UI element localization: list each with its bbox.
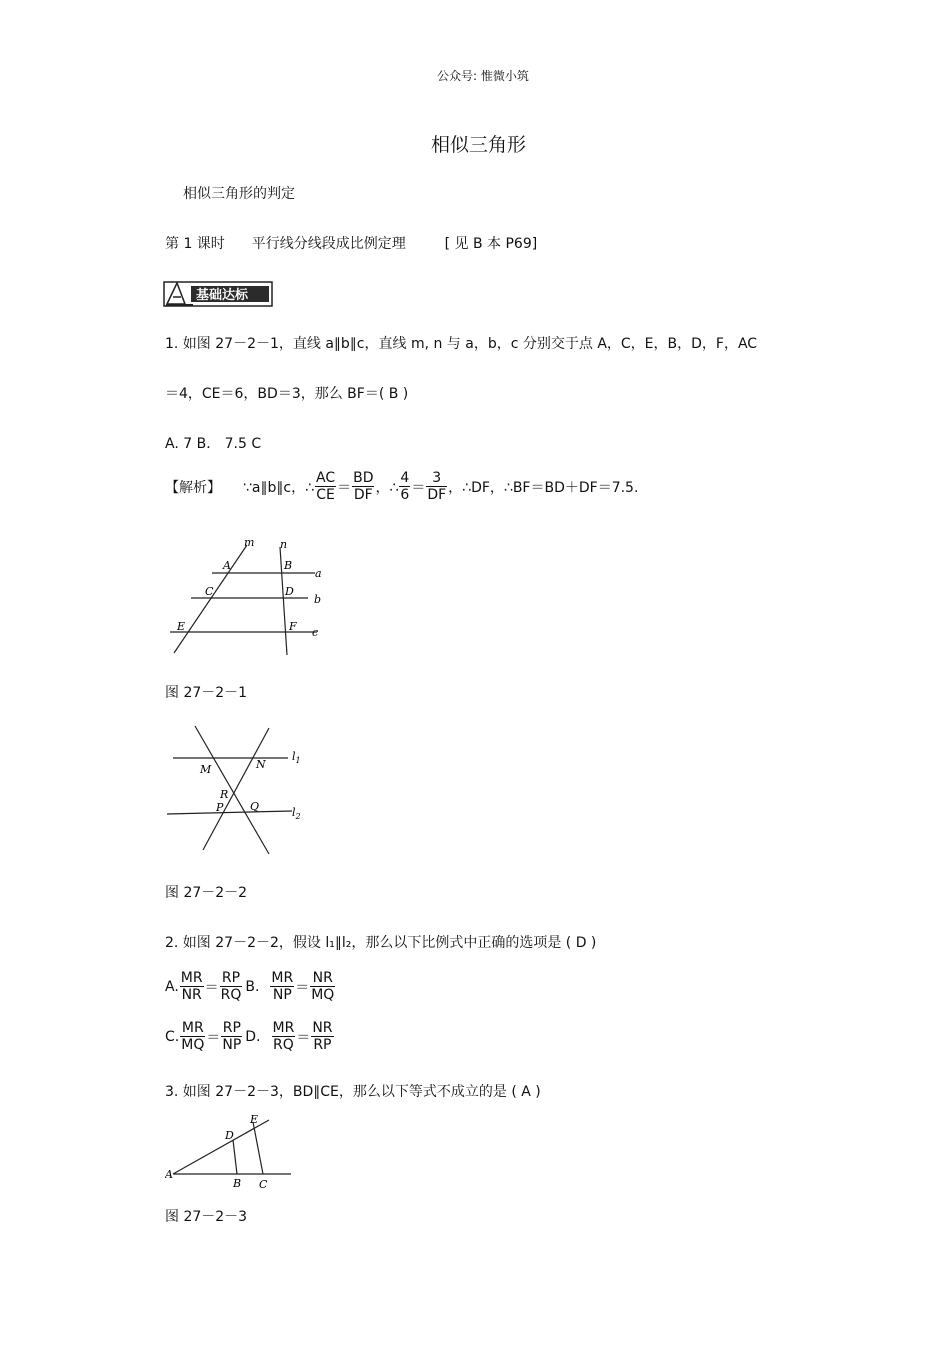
figure-27-2-3 [165, 1110, 295, 1190]
figure-caption-3: 图 27－2－3 [165, 1209, 248, 1225]
fraction-numerator: MR [181, 1020, 204, 1036]
fraction-numerator: BD [353, 470, 374, 486]
fraction-numerator: MR [271, 970, 294, 986]
label-R: R [220, 788, 229, 801]
equals-sign: ＝ [296, 1029, 311, 1046]
page-title: 相似三角形 [431, 134, 527, 156]
explain-label: 【解析】 [165, 479, 221, 496]
label-M: M [200, 763, 212, 776]
figure-caption-1: 图 27－2－1 [165, 685, 248, 701]
fraction-denominator: RQ [273, 1037, 294, 1053]
fraction-numerator: 4 [400, 470, 410, 486]
fraction-ac-ce [315, 470, 336, 503]
explain-text-b: ，∴ [375, 479, 399, 496]
fraction-3-df [426, 470, 447, 503]
figure-27-2-2 [165, 722, 310, 857]
option-c-label: C. [165, 1028, 180, 1045]
transversal-mq [195, 726, 269, 854]
q1-line2: ＝4，CE＝6，BD＝3，那么 BF＝( B ) [165, 386, 409, 402]
fraction-numerator: MR [180, 970, 203, 986]
q1-explanation [165, 470, 638, 503]
option-b-right-fraction [310, 970, 335, 1003]
segment-ce [253, 1122, 263, 1174]
q1-options: A. 7 B． 7.5 C [165, 436, 262, 452]
fraction-denominator: RQ [220, 987, 242, 1003]
fraction-denominator: DF [353, 487, 373, 503]
label-l2 [292, 806, 301, 821]
badge-text: 基础达标 [196, 288, 249, 303]
lesson-topic: 平行线分线段成比例定理 [251, 236, 406, 252]
option-b-label: B. [245, 978, 260, 995]
fraction-denominator: RP [313, 1037, 332, 1053]
segment-bd [233, 1140, 237, 1174]
label-a: a [315, 567, 322, 580]
q2-options-cd [165, 1020, 335, 1053]
line-m [174, 545, 247, 653]
label-l1-base: l [292, 750, 296, 763]
option-a-left-fraction [180, 970, 204, 1003]
equals-sign: ＝ [337, 479, 352, 496]
label-l1-sub: 1 [295, 756, 301, 765]
label-A: A [223, 559, 231, 572]
option-a-right-fraction [220, 970, 243, 1003]
option-a-label: A. [165, 978, 179, 995]
fraction-4-6 [399, 470, 410, 503]
label-C: C [259, 1178, 268, 1190]
fraction-denominator: CE [316, 487, 335, 503]
label-C: C [205, 585, 214, 598]
explain-text-a: ∵a∥b∥c，∴ [243, 479, 314, 496]
q2-stem: 2. 如图 27－2－2，假设 l₁∥l₂，那么以下比例式中正确的选项是 ( D ) [165, 935, 597, 951]
equals-sign: ＝ [295, 979, 310, 996]
equals-sign: ＝ [411, 479, 426, 496]
q3-stem: 3. 如图 27－2－3，BD∥CE，那么以下等式不成立的是 ( A ) [165, 1084, 541, 1100]
fraction-numerator: NR [310, 970, 335, 987]
fraction-denominator: MQ [311, 987, 335, 1003]
fraction-bd-df [352, 470, 374, 503]
label-E: E [177, 620, 186, 633]
option-d-left-fraction [272, 1020, 296, 1053]
figure-caption-2: 图 27－2－2 [165, 885, 248, 901]
option-c-left-fraction [180, 1020, 205, 1053]
explain-text-c: ，∴DF，∴BF＝BD＋DF＝7.5. [448, 479, 639, 496]
fraction-numerator: RP [220, 970, 243, 987]
label-n: n [280, 538, 288, 551]
lesson-line [165, 233, 537, 253]
transversal-np [203, 728, 269, 850]
label-c: c [312, 626, 319, 639]
label-B: B [284, 559, 293, 572]
figure-27-2-1 [165, 535, 335, 660]
label-E: E [250, 1113, 259, 1126]
fraction-numerator: MR [272, 1020, 295, 1036]
lesson-number: 第 1 课时 [165, 236, 225, 252]
fraction-denominator: 6 [400, 487, 410, 503]
q1-line1: 1. 如图 27－2－1，直线 a∥b∥c，直线 m, n 与 a，b，c 分别交于点 A，C，E，B，D，F，AC [165, 336, 758, 352]
fraction-numerator: AC [315, 470, 336, 486]
label-Q: Q [250, 800, 260, 813]
label-P: P [216, 801, 224, 814]
section-subtitle: 相似三角形的判定 [183, 186, 295, 202]
fraction-denominator: DF [427, 487, 447, 503]
label-D: D [285, 585, 294, 598]
lesson-reference: [ 见 B 本 P69] [444, 236, 538, 252]
fraction-denominator: NP [222, 1037, 242, 1053]
fraction-numerator: 3 [426, 470, 447, 487]
label-B: B [233, 1177, 242, 1190]
fraction-numerator: RP [222, 1020, 241, 1036]
fraction-denominator: NR [181, 987, 202, 1003]
option-c-right-fraction [221, 1020, 242, 1053]
badge-graphic [163, 279, 273, 309]
option-d-label: D. [245, 1028, 261, 1045]
label-F: F [289, 620, 297, 633]
option-d-right-fraction [311, 1020, 333, 1053]
label-A: A [165, 1168, 173, 1181]
label-m: m [244, 536, 255, 549]
label-D: D [225, 1129, 234, 1142]
equals-sign: ＝ [204, 979, 219, 996]
label-N: N [256, 758, 266, 771]
q2-options-ab [165, 970, 336, 1003]
fraction-numerator: NR [312, 1020, 333, 1036]
fraction-denominator: MQ [181, 1037, 205, 1053]
label-l2-base: l [292, 806, 296, 819]
fraction-denominator: NP [272, 987, 292, 1003]
label-l1 [292, 750, 301, 765]
label-b: b [314, 593, 322, 606]
equals-sign: ＝ [206, 1029, 221, 1046]
label-l2-sub: 2 [295, 812, 301, 821]
header-account: 公众号: 惟微小筑 [437, 69, 529, 83]
line-l2 [167, 811, 292, 814]
basic-standard-badge [163, 279, 273, 309]
option-b-left-fraction [270, 970, 294, 1003]
